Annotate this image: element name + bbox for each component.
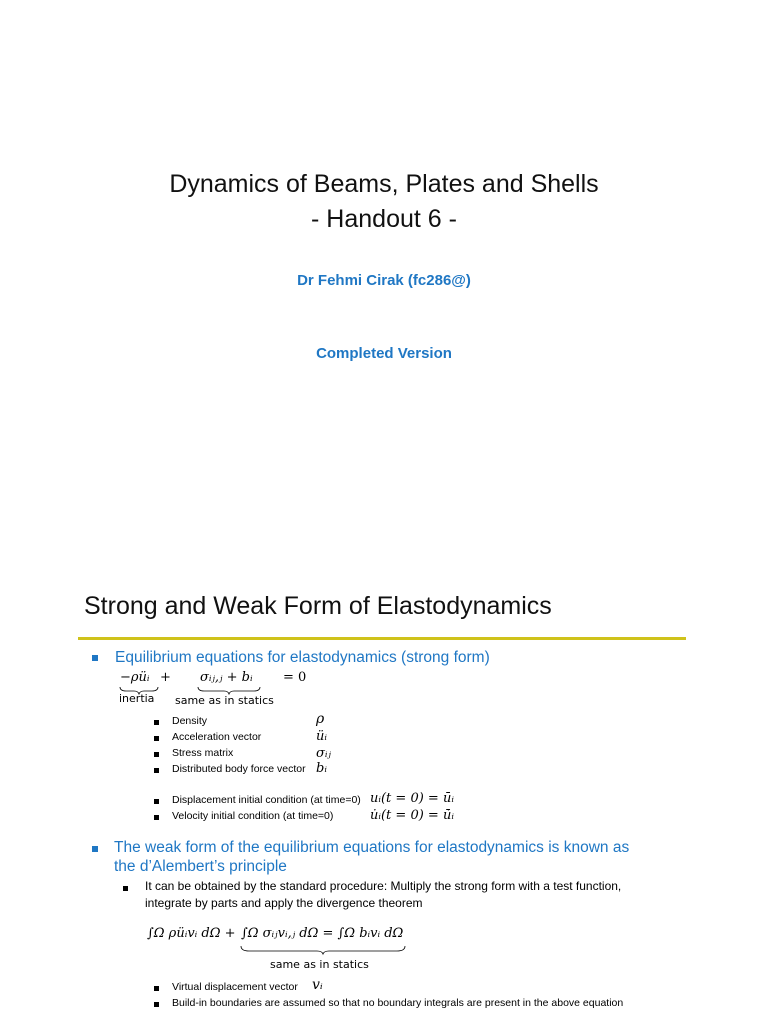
- strong-form-equation: [118, 670, 318, 710]
- weak-form-equation: [145, 922, 425, 972]
- heading-divider: [78, 637, 686, 640]
- inertia-term: −ρüᵢ: [120, 670, 150, 685]
- bullet-weak-form-line2: the d’Alembert’s principle: [114, 858, 287, 875]
- bullet-marker: [154, 752, 159, 757]
- inertia-label: inertia: [119, 692, 155, 705]
- def-symbol-density: ρ: [316, 711, 325, 727]
- def-label-body-force: Distributed body force vector: [172, 763, 306, 775]
- ic-eq-displacement: uᵢ(t = 0) = ūᵢ: [370, 791, 454, 806]
- equation-rhs: = 0: [283, 670, 307, 685]
- def-symbol-stress: σᵢⱼ: [316, 746, 331, 761]
- ic-label-velocity: Velocity initial condition (at time=0): [172, 810, 334, 822]
- ic-label-displacement: Displacement initial condition (at time=0): [172, 794, 361, 806]
- sub-bullet-line2: integrate by parts and apply the divergence theorem: [145, 896, 423, 910]
- bullet-marker: [154, 815, 159, 820]
- underbrace-statics: [145, 944, 425, 956]
- bullet-weak-form-line1: The weak form of the equilibrium equations for elastodynamics is known as: [114, 839, 630, 856]
- statics-label: same as in statics: [175, 694, 274, 707]
- bullet-marker: [123, 886, 128, 891]
- handout-title-line1: Dynamics of Beams, Plates and Shells: [169, 170, 599, 198]
- boundary-assumption-note: Build-in boundaries are assumed so that no boundary integrals are present in the above equation: [172, 997, 624, 1009]
- weak-form-inertia: ∫Ω ρüᵢvᵢ dΩ +: [147, 926, 236, 941]
- bullet-marker: [154, 736, 159, 741]
- version-label: Completed Version: [316, 345, 452, 362]
- def-symbol-body-force: bᵢ: [316, 761, 327, 776]
- virtual-displacement-label: Virtual displacement vector: [172, 981, 298, 993]
- bullet-marker: [154, 720, 159, 725]
- plus-sign: +: [160, 670, 171, 685]
- virtual-displacement-symbol: vᵢ: [312, 977, 323, 993]
- handout-title-line2: - Handout 6 -: [311, 205, 457, 233]
- weak-form-statics: ∫Ω σᵢⱼvᵢ,ⱼ dΩ = ∫Ω bᵢvᵢ dΩ: [241, 926, 404, 941]
- bullet-marker: [154, 1002, 159, 1007]
- ic-eq-velocity: u̇ᵢ(t = 0) = ū̇ᵢ: [370, 808, 454, 823]
- bullet-marker: [154, 768, 159, 773]
- statics-term: σᵢⱼ,ⱼ + bᵢ: [200, 670, 253, 685]
- weak-statics-label: same as in statics: [270, 958, 369, 971]
- def-label-density: Density: [172, 715, 208, 727]
- section-heading: Strong and Weak Form of Elastodynamics: [84, 592, 552, 620]
- bullet-marker: [154, 799, 159, 804]
- bullet-marker: [92, 655, 98, 661]
- bullet-strong-form: Equilibrium equations for elastodynamics (strong form): [115, 649, 490, 666]
- bullet-marker: [92, 846, 98, 852]
- def-label-acceleration: Acceleration vector: [172, 731, 262, 743]
- author-name: Dr Fehmi Cirak (fc286@): [297, 272, 471, 289]
- bullet-marker: [154, 986, 159, 991]
- def-label-stress: Stress matrix: [172, 747, 234, 759]
- sub-bullet-line1: It can be obtained by the standard procedure: Multiply the strong form with a test function,: [145, 879, 622, 893]
- def-symbol-acceleration: üᵢ: [316, 729, 327, 744]
